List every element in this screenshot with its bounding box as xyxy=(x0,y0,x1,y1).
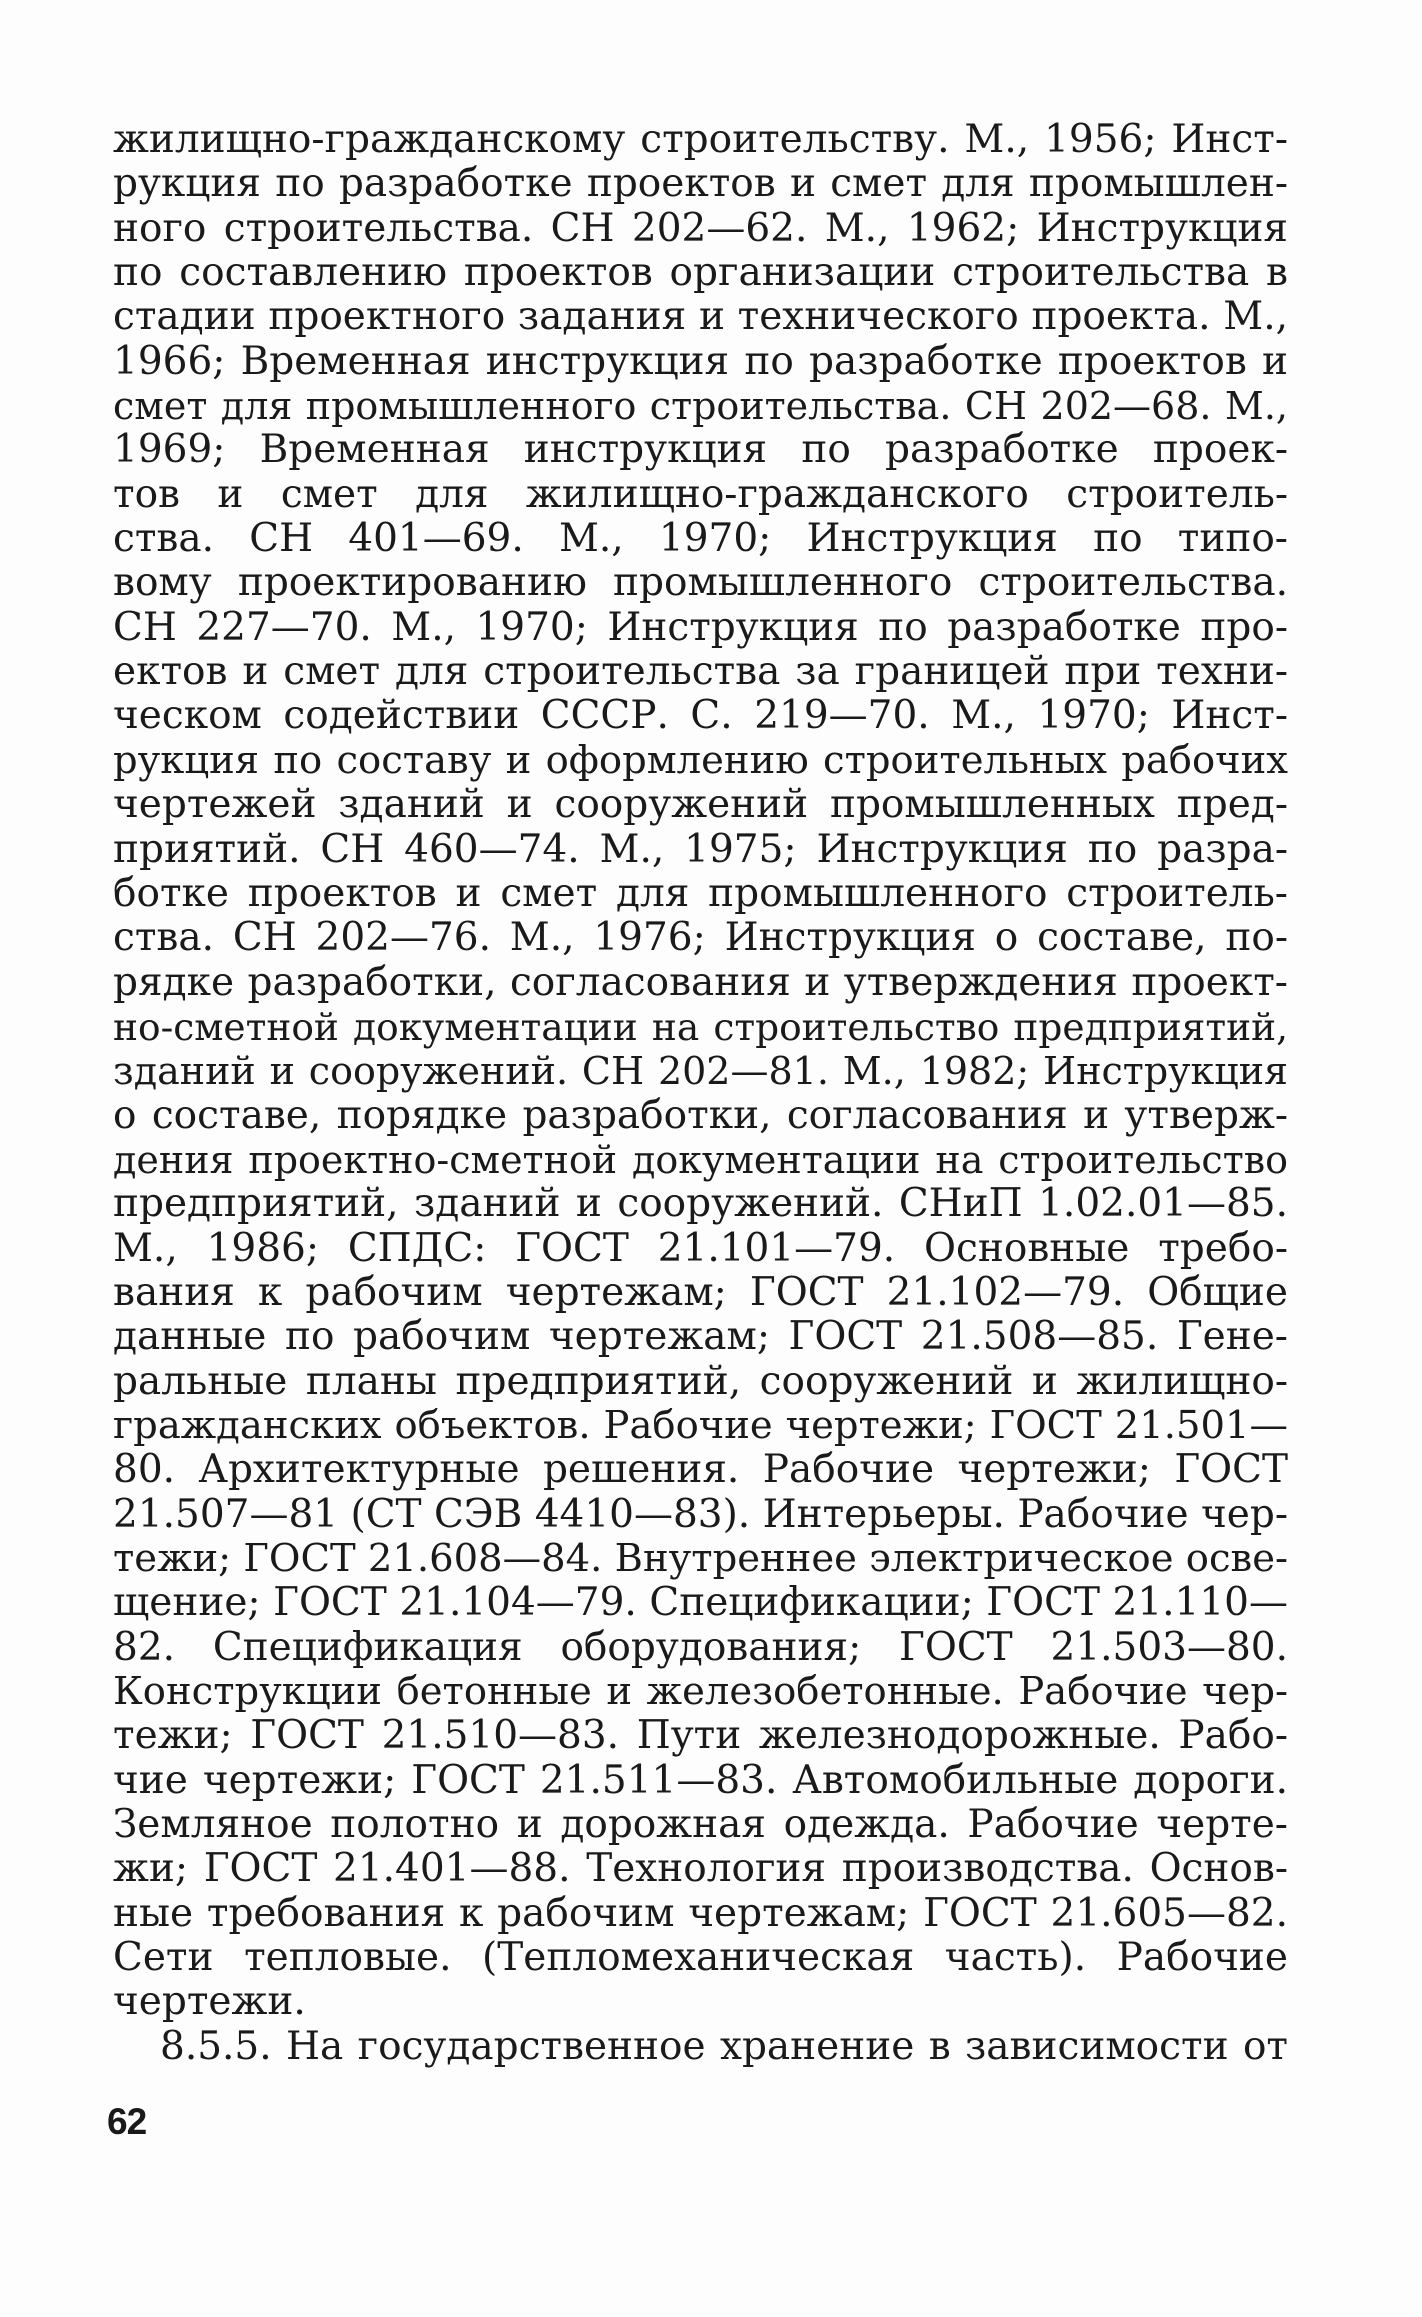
text-line: ботке проектов и смет для промышленного строитель- xyxy=(113,870,1288,916)
text-line: данные по рабочим чертежам; ГОСТ 21.508—85. Гене- xyxy=(113,1314,1288,1360)
text-line: приятий. СН 460—74. М., 1975; Инструкция по разра- xyxy=(113,826,1288,872)
text-line: 1969; Временная инструкция по разработке проек- xyxy=(113,427,1288,473)
text-line: 1966; Временная инструкция по разработке проектов и xyxy=(113,338,1288,384)
text-line: но-сметной документации на строительство предприятий, xyxy=(113,1004,1288,1049)
text-line: ральные планы предприятий, сооружений и жилищно- xyxy=(113,1358,1288,1404)
text-line: ства. СН 401—69. М., 1970; Инструкция по типо- xyxy=(113,516,1288,562)
text-line: по составлению проектов организации строительства в xyxy=(113,250,1288,296)
text-line: чие чертежи; ГОСТ 21.511—83. Автомобильные дороги. xyxy=(113,1757,1288,1803)
body-text xyxy=(113,118,1288,2069)
text-line: ные требования к рабочим чертежам; ГОСТ 21.605—82. xyxy=(113,1890,1288,1936)
text-line: дения проектно-сметной документации на строительство xyxy=(113,1137,1288,1182)
text-line: жи; ГОСТ 21.401—88. Технология производства. Основ- xyxy=(113,1846,1288,1892)
text-line: щение; ГОСТ 21.104—79. Спецификации; ГОСТ 21.110— xyxy=(113,1580,1288,1626)
text-line-paragraph-end: чертежи. xyxy=(113,1979,306,2025)
text-line: СН 227—70. М., 1970; Инструкция по разработке про- xyxy=(113,604,1288,650)
text-line: зданий и сооружений. СН 202—81. М., 1982; Инструкция xyxy=(113,1049,1288,1094)
text-line: рядке разработки, согласования и утверждения проект- xyxy=(113,959,1288,1005)
text-line: стадии проектного задания и технического проекта. М., xyxy=(113,294,1288,340)
text-line: Конструкции бетонные и железобетонные. Рабочие чер- xyxy=(113,1669,1288,1715)
text-line: рукция по составу и оформлению строительных рабочих xyxy=(113,737,1288,783)
page-number: 62 xyxy=(107,2101,147,2142)
text-line: жилищно-гражданскому строительству. М., 1956; Инст- xyxy=(113,117,1288,162)
text-line: чертежей зданий и сооружений промышленных пред- xyxy=(113,782,1288,828)
text-line: 82. Спецификация оборудования; ГОСТ 21.503—80. xyxy=(113,1624,1288,1670)
text-line: о составе, порядке разработки, согласования и утверж- xyxy=(113,1092,1288,1138)
text-line: тежи; ГОСТ 21.608—84. Внутреннее электрическое осве- xyxy=(113,1536,1288,1581)
text-line: 80. Архитектурные решения. Рабочие чертежи; ГОСТ xyxy=(113,1447,1288,1493)
text-line: Сети тепловые. (Тепломеханическая часть). Рабочие xyxy=(113,1935,1288,1981)
text-line: Земляное полотно и дорожная одежда. Рабочие черте- xyxy=(113,1802,1288,1848)
text-line: ства. СН 202—76. М., 1976; Инструкция о составе, по- xyxy=(113,915,1288,961)
text-line: ного строительства. СН 202—62. М., 1962; Инструкция xyxy=(113,205,1288,251)
text-line: тов и смет для жилищно-гражданского строитель- xyxy=(113,471,1288,517)
text-line: ческом содействии СССР. С. 219—70. М., 1970; Инст- xyxy=(113,693,1288,739)
section-8-5-5-line: 8.5.5. На государственное хранение в зависимости от xyxy=(160,2023,1288,2069)
text-line: рукция по разработке проектов и смет для промышлен- xyxy=(113,161,1288,207)
text-line: предприятий, зданий и сооружений. СНиП 1.02.01—85. xyxy=(113,1181,1288,1227)
text-line: 21.507—81 (СТ СЭВ 4410—83). Интерьеры. Рабочие чер- xyxy=(113,1491,1289,1537)
text-line: вания к рабочим чертежам; ГОСТ 21.102—79. Общие xyxy=(113,1269,1288,1315)
text-line: смет для промышленного строительства. СН 202—68. М., xyxy=(113,384,1288,429)
text-line: гражданских объектов. Рабочие чертежи; ГОСТ 21.501— xyxy=(113,1402,1288,1448)
text-line: ектов и смет для строительства за границей при техни- xyxy=(113,649,1288,695)
text-line: вому проектированию промышленного строительства. xyxy=(113,560,1288,606)
text-line: М., 1986; СПДС: ГОСТ 21.101—79. Основные требо- xyxy=(113,1225,1288,1271)
text-line: тежи; ГОСТ 21.510—83. Пути железнодорожные. Рабо- xyxy=(113,1713,1288,1759)
